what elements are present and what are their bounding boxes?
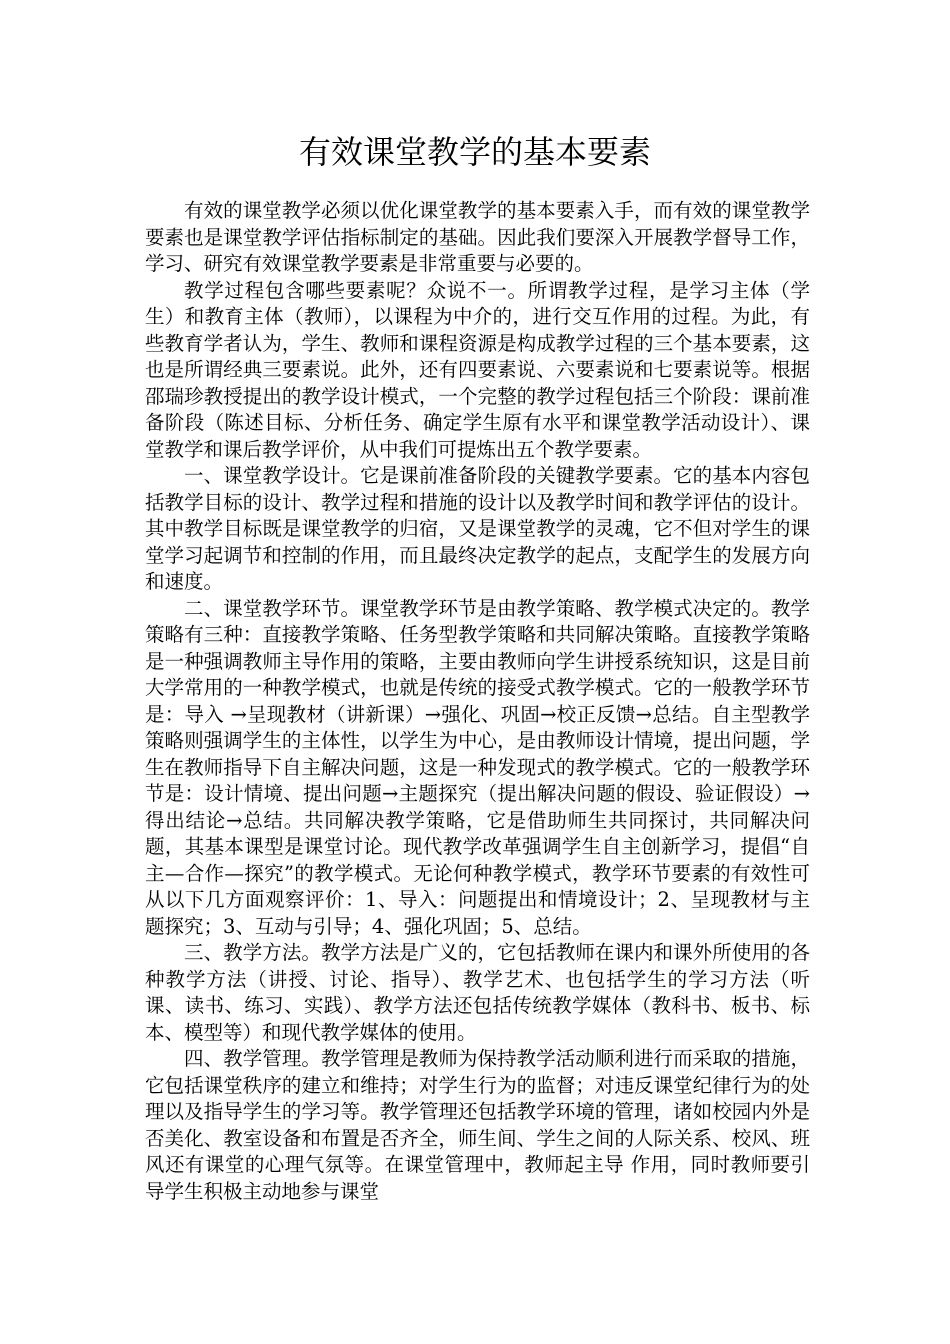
paragraph-methods: 三、教学方法。教学方法是广义的，它包括教师在课内和课外所使用的各种教学方法（讲授、讨论、指导）、教学艺术、也包括学生的学习方法（听课、读书、练习、实践）、教学方法还包括传统教学媒体（教科书、板书、标本、模型等）和现代教学媒体的使用。 <box>145 941 810 1044</box>
document-title: 有效课堂教学的基本要素 <box>298 133 651 171</box>
paragraph-design: 一、课堂教学设计。它是课前准备阶段的关键教学要素。它的基本内容包括教学目标的设计、教学过程和措施的设计以及教学时间和教学评估的设计。其中教学目标既是课堂教学的归宿，又是课堂教学的灵魂，它不但对学生的课堂学习起调节和控制的作用，而且最终决定教学的起点，支配学生的发展方向和速度。 <box>145 464 810 593</box>
paragraph-management: 四、教学管理。教学管理是教师为保持教学活动顺利进行而采取的措施，它包括课堂秩序的建立和维持；对学生行为的监督；对违反课堂纪律行为的处理以及指导学生的学习等。教学管理还包括教学环境的管理，诸如校园内外是否美化、教室设备和布置是否齐全，师生间、学生之间的人际关系、校风、班风还有课堂的心理气氛等。在课堂管理中，教师起主导 作用，同时教师要引导学生积极主动地参与课堂 <box>145 1047 810 1203</box>
paragraph-process: 教学过程包含哪些要素呢？众说不一。所谓教学过程，是学习主体（学生）和教育主体（教师），以课程为中介的，进行交互作用的过程。为此，有些教育学者认为，学生、教师和课程资源是构成教学过程的三个基本要素，这也是所谓经典三要素说。此外，还有四要素说、六要素说和七要素说等。根据邵瑞珍教授提出的教学设计模式，一个完整的教学过程包括三个阶段：课前准备阶段（陈述目标、分析任务、确定学生原有水平和课堂教学活动设计）、课堂教学和课后教学评价，从中我们可提炼出五个教学要素。 <box>145 278 810 461</box>
paragraph-steps: 二、课堂教学环节。课堂教学环节是由教学策略、教学模式决定的。教学策略有三种：直接教学策略、任务型教学策略和共同解决策略。直接教学策略是一种强调教师主导作用的策略，主要由教师向学生讲授系统知识，这是目前大学常用的一种教学模式，也就是传统的接受式教学模式。它的一般教学环节是：导入 →呈现教材（讲新课）→强化、巩固→校正反馈→总结。自主型教学策略则强调学生的主体性，以学生为中心，是由教师设计情境，提出问题，学生在教师指导下自主解决问题，这是一种发现式的教学模式。它的一般教学环节是：设计情境、提出问题→主题探究（提出解决问题的假设、验证假设）→得出结论→总结。共同解决教学策略，它是借助师生共同探讨，共同解决问题，其基本课型是课堂讨论。现代教学改革强调学生自主创新学习，提倡“自主—合作—探究”的教学模式。无论何种教学模式，教学环节要素的有效性可从以下几方面观察评价：1、导入：问题提出和情境设计；2、呈现教材与主题探究；3、互动与引导；4、强化巩固；5、总结。 <box>145 596 810 938</box>
document-body <box>145 198 810 1205</box>
paragraph-intro: 有效的课堂教学必须以优化课堂教学的基本要素入手，而有效的课堂教学要素也是课堂教学评估指标制定的基础。因此我们要深入开展教学督导工作，学习、研究有效课堂教学要素是非常重要与必要的。 <box>145 199 810 275</box>
